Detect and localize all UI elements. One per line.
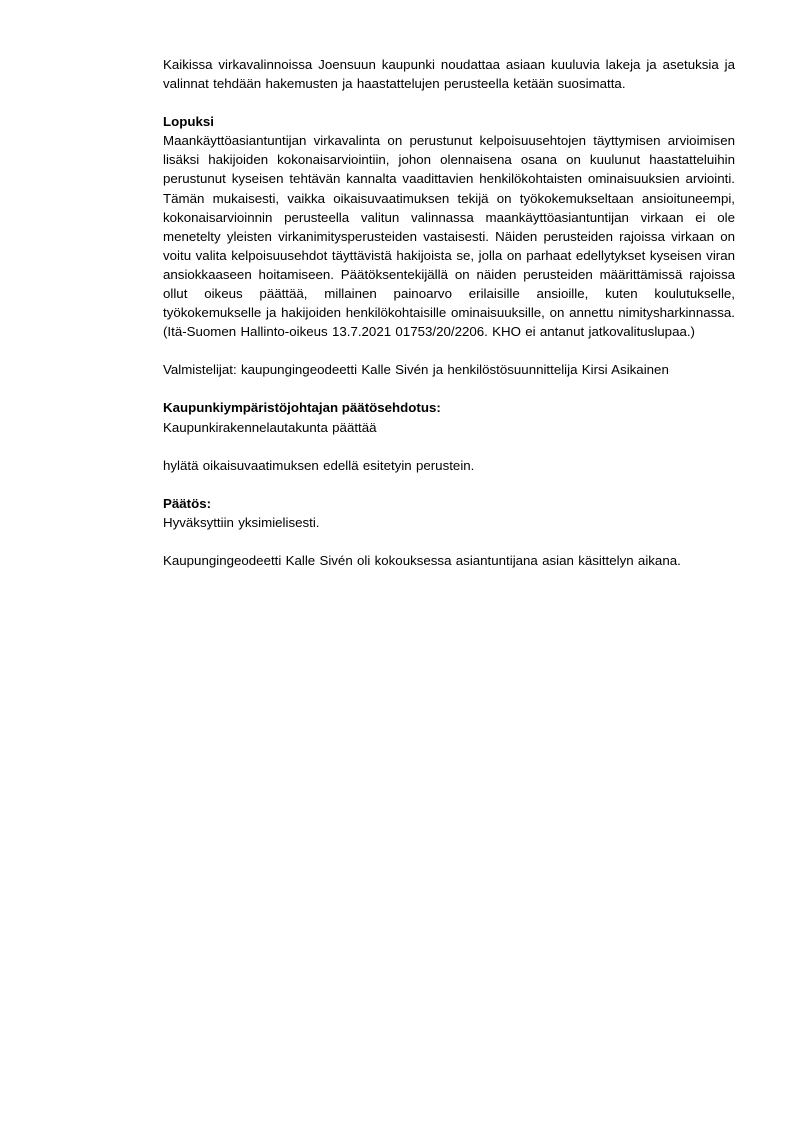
paragraph-lautakunta: Kaupunkirakennelautakunta päättää: [163, 419, 377, 435]
heading-lopuksi: Lopuksi: [163, 114, 214, 130]
paragraph-hylata: hylätä oikaisuvaatimuksen edellä esitetyin perustein.: [163, 457, 475, 473]
paragraph-valmistelijat: Valmistelijat: kaupungingeodeetti Kalle Sivén ja henkilöstösuunnittelija Kirsi Asikainen: [163, 362, 669, 378]
paragraph-lopuksi-body: Maankäyttöasiantuntijan virkavalinta on perustunut kelpoisuusehtojen täyttymisen arvioimisen lisäksi hakijoiden kokonaisarviointiin, johon olennaisena osana on kuulunut haastatteluihin perustunut kyseisen tehtävän kannalta vaadittavien henkilökohtaisten ominaisuuksien arviointi. Tämän mukaisesti, vaikka oikaisuvaatimuksen tekijä on työkokemukseltaan ansioituneempi, kokonaisarvioinnin perusteella valitun valinnassa maankäyttöasiantuntijan virkaan ei ole menetelty yleisten virkanimitysperusteiden vastaisesti. Näiden perusteiden rajoissa virkaan on voitu valita kelpoisuusehdot täyttävistä hakijoista se, jolla on parhaat edellytykset kyseisen viran ansiokkaaseen hoitamiseen. Päätöksentekijällä on näiden perusteiden määrittämissä rajoissa ollut oikeus päättää, millainen painoarvo erilaisille ansioille, kuten koulutukselle, työkokemukselle ja hakijoiden henkilökohtaisille ominaisuuksille, on annettu nimitysharkinnassa. (Itä-Suomen Hallinto-oikeus 13.7.2021 01753/20/2206. KHO ei antanut jatkovalituslupaa.): [163, 133, 735, 340]
heading-paatos: Päätös:: [163, 495, 212, 511]
heading-paatosehdotus: Kaupunkiympäristöjohtajan päätösehdotus:: [163, 400, 441, 416]
paragraph-hyvaksyttiin: Hyväksyttiin yksimielisesti.: [163, 514, 320, 530]
spacer: [163, 532, 735, 551]
spacer: [163, 341, 735, 360]
spacer: [163, 437, 735, 456]
document-body: [163, 55, 735, 570]
spacer: [163, 475, 735, 494]
paragraph-asiantuntija: Kaupungingeodeetti Kalle Sivén oli kokouksessa asiantuntijana asian käsittelyn aikana.: [163, 552, 681, 568]
spacer: [163, 93, 735, 112]
paragraph-intro: Kaikissa virkavalinnoissa Joensuun kaupunki noudattaa asiaan kuuluvia lakeja ja asetuksia ja valinnat tehdään hakemusten ja haastattelujen perusteella ketään suosimatta.: [163, 57, 735, 92]
spacer: [163, 379, 735, 398]
